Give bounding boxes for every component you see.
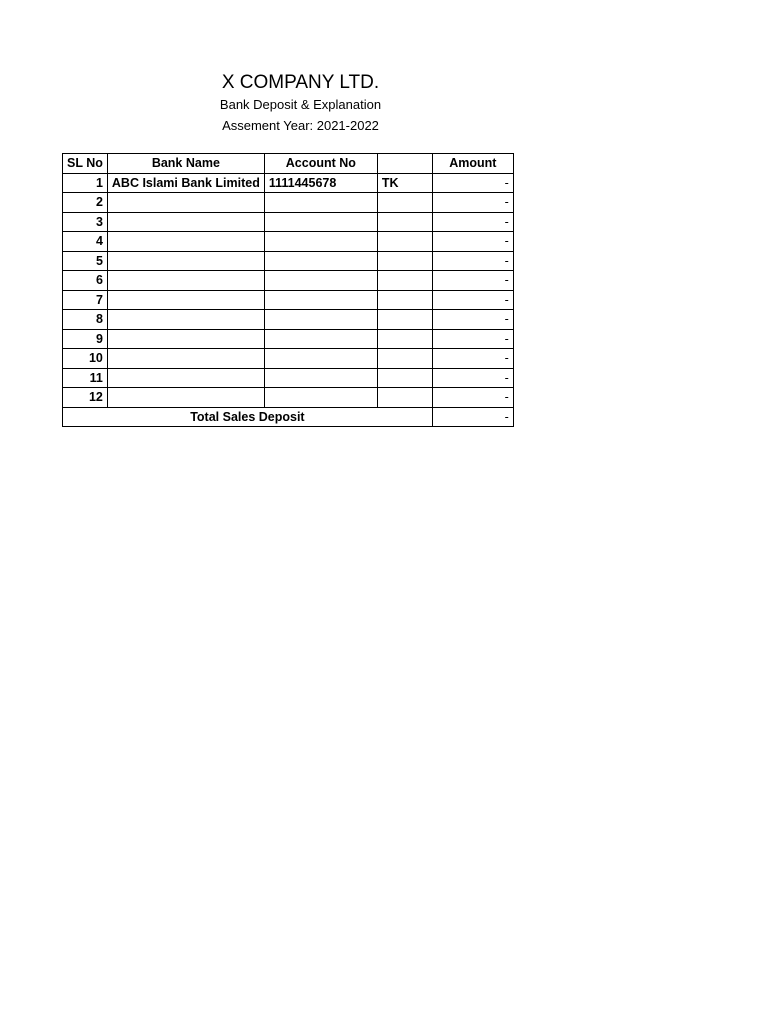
- row-account-no: [264, 271, 377, 291]
- row-currency: [377, 193, 432, 213]
- row-amount: -: [432, 290, 513, 310]
- row-bank-name: [107, 271, 264, 291]
- row-bank-name: [107, 193, 264, 213]
- row-account-no: [264, 251, 377, 271]
- header-account-no: Account No: [264, 154, 377, 174]
- row-sl-no: 10: [63, 349, 108, 369]
- table-row: [63, 349, 514, 369]
- row-sl-no: 3: [63, 212, 108, 232]
- row-account-no: [264, 329, 377, 349]
- table-row: [63, 232, 514, 252]
- row-currency: TK: [377, 173, 432, 193]
- row-currency: [377, 368, 432, 388]
- row-currency: [377, 349, 432, 369]
- table-row: [63, 193, 514, 213]
- row-bank-name: ABC Islami Bank Limited: [107, 173, 264, 193]
- assessment-year: Assement Year: 2021-2022: [222, 118, 379, 133]
- total-amount: -: [432, 407, 513, 427]
- row-currency: [377, 388, 432, 408]
- row-sl-no: 9: [63, 329, 108, 349]
- row-sl-no: 11: [63, 368, 108, 388]
- row-sl-no: 8: [63, 310, 108, 330]
- row-account-no: [264, 232, 377, 252]
- row-amount: -: [432, 368, 513, 388]
- document-subtitle: Bank Deposit & Explanation: [219, 97, 382, 112]
- row-bank-name: [107, 388, 264, 408]
- row-account-no: [264, 388, 377, 408]
- table-row: [63, 173, 514, 193]
- header-currency: [377, 154, 432, 174]
- table-row: [63, 212, 514, 232]
- row-sl-no: 5: [63, 251, 108, 271]
- row-bank-name: [107, 368, 264, 388]
- row-sl-no: 4: [63, 232, 108, 252]
- total-label: Total Sales Deposit: [63, 407, 433, 427]
- table-row: [63, 290, 514, 310]
- header-sl-no: SL No: [63, 154, 108, 174]
- row-currency: [377, 290, 432, 310]
- row-amount: -: [432, 329, 513, 349]
- table-row: [63, 329, 514, 349]
- row-currency: [377, 271, 432, 291]
- row-currency: [377, 251, 432, 271]
- total-row: [63, 407, 514, 427]
- row-account-no: [264, 290, 377, 310]
- table-row: [63, 310, 514, 330]
- row-currency: [377, 212, 432, 232]
- row-amount: -: [432, 173, 513, 193]
- row-sl-no: 2: [63, 193, 108, 213]
- table-row: [63, 388, 514, 408]
- table-row: [63, 368, 514, 388]
- row-account-no: [264, 310, 377, 330]
- table-row: [63, 251, 514, 271]
- row-sl-no: 12: [63, 388, 108, 408]
- row-bank-name: [107, 251, 264, 271]
- row-bank-name: [107, 310, 264, 330]
- table-row: [63, 271, 514, 291]
- row-amount: -: [432, 193, 513, 213]
- header-amount: Amount: [432, 154, 513, 174]
- table-body: [63, 173, 514, 407]
- row-amount: -: [432, 251, 513, 271]
- row-currency: [377, 232, 432, 252]
- bank-deposit-table: [62, 153, 514, 427]
- row-sl-no: 6: [63, 271, 108, 291]
- row-amount: -: [432, 212, 513, 232]
- row-account-no: [264, 193, 377, 213]
- row-sl-no: 7: [63, 290, 108, 310]
- table-header-row: [63, 154, 514, 174]
- row-bank-name: [107, 232, 264, 252]
- row-account-no: [264, 368, 377, 388]
- row-bank-name: [107, 290, 264, 310]
- row-account-no: 1111445678: [264, 173, 377, 193]
- row-amount: -: [432, 232, 513, 252]
- company-title: X COMPANY LTD.: [221, 72, 380, 93]
- row-amount: -: [432, 349, 513, 369]
- row-bank-name: [107, 329, 264, 349]
- row-bank-name: [107, 349, 264, 369]
- row-account-no: [264, 349, 377, 369]
- header-bank-name: Bank Name: [107, 154, 264, 174]
- row-amount: -: [432, 271, 513, 291]
- row-currency: [377, 329, 432, 349]
- row-sl-no: 1: [63, 173, 108, 193]
- row-bank-name: [107, 212, 264, 232]
- row-amount: -: [432, 310, 513, 330]
- row-account-no: [264, 212, 377, 232]
- row-currency: [377, 310, 432, 330]
- row-amount: -: [432, 388, 513, 408]
